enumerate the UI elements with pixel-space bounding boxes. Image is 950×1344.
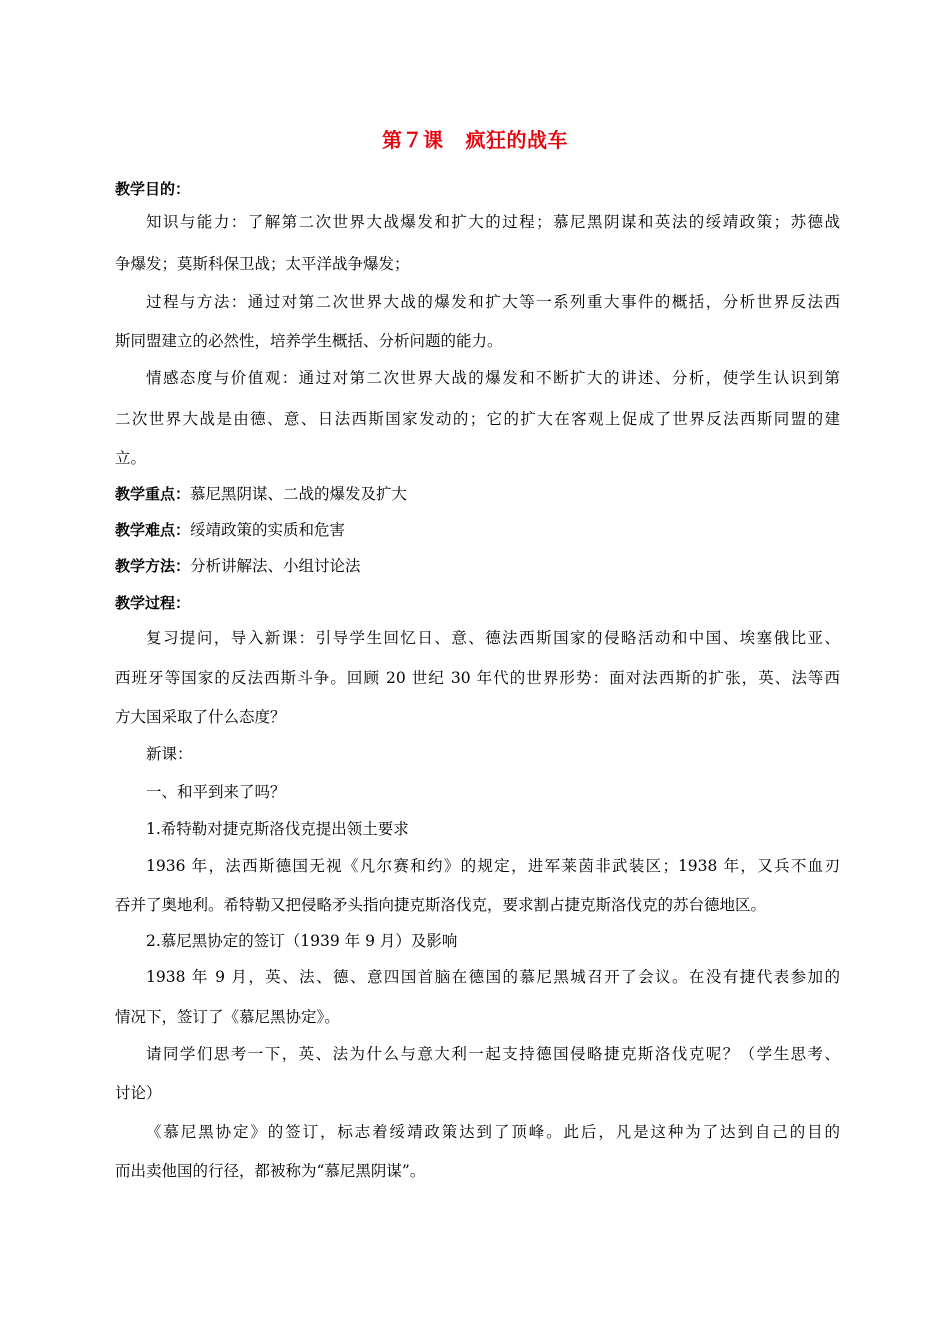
difficulty (115, 520, 840, 540)
new-lesson-label: 新课： (146, 745, 193, 763)
objective-emotion-line: 情感态度与价值观：通过对第二次世界大战的爆发和不断扩大的讲述、分析，使学生认识到第 (146, 369, 840, 387)
process-heading: 教学过程： (115, 594, 191, 612)
review-line: 方大国采取了什么态度？ (115, 708, 286, 726)
objective-process-line: 斯同盟建立的必然性，培养学生概括、分析问题的能力。 (115, 332, 503, 350)
method-text: 分析讲解法、小组讨论法 (190, 557, 361, 575)
subsection-heading: 1.希特勒对捷克斯洛伐克提出领土要求 (146, 820, 409, 838)
paragraph-line: 讨论） (115, 1084, 162, 1102)
paragraph-line: 《慕尼黑协定》的签订，标志着绥靖政策达到了顶峰。此后，凡是这种为了达到自己的目的 (146, 1123, 840, 1141)
review-line: 西班牙等国家的反法西斯斗争。回顾 20 世纪 30 年代的世界形势：面对法西斯的扩张，英、法等西 (115, 669, 840, 687)
objectives-heading: 教学目的： (115, 180, 191, 198)
objective-knowledge-line: 知识与能力：了解第二次世界大战爆发和扩大的过程；慕尼黑阴谋和英法的绥靖政策；苏德战 (146, 213, 840, 231)
paragraph-line: 吞并了奥地利。希特勒又把侵略矛头指向捷克斯洛伐克，要求割占捷克斯洛伐克的苏台德地区。 (115, 896, 767, 914)
key-point (115, 484, 840, 504)
paragraph-line: 1938 年 9 月，英、法、德、意四国首脑在德国的慕尼黑城召开了会议。在没有捷代表参加的 (146, 968, 840, 986)
difficulty-text: 绥靖政策的实质和危害 (190, 521, 346, 539)
paragraph-line: 请同学们思考一下，英、法为什么与意大利一起支持德国侵略捷克斯洛伐克呢？（学生思考、 (146, 1045, 840, 1063)
difficulty-label: 教学难点： (115, 521, 191, 539)
paragraph-line: 情况下，签订了《慕尼黑协定》。 (115, 1008, 340, 1026)
method-label: 教学方法： (115, 557, 191, 575)
lesson-name: 疯狂的战车 (465, 128, 568, 152)
method (115, 556, 840, 576)
lesson-title (0, 124, 950, 153)
review-line: 复习提问，导入新课：引导学生回忆日、意、德法西斯国家的侵略活动和中国、埃塞俄比亚、 (146, 629, 840, 647)
objective-knowledge-line: 争爆发；莫斯科保卫战；太平洋战争爆发； (115, 255, 410, 273)
objective-emotion-line: 二次世界大战是由德、意、日法西斯国家发动的；它的扩大在客观上促成了世界反法西斯同盟的建 (115, 410, 840, 428)
objective-process-line: 过程与方法：通过对第二次世界大战的爆发和扩大等一系列重大事件的概括，分析世界反法西 (146, 293, 840, 311)
key-point-text: 慕尼黑阴谋、二战的爆发及扩大 (190, 485, 408, 503)
subsection-heading: 2.慕尼黑协定的签订（1939 年 9 月）及影响 (146, 932, 458, 950)
paragraph-line: 1936 年，法西斯德国无视《凡尔赛和约》的规定，进军莱茵非武装区；1938 年，又兵不血刃 (146, 857, 840, 875)
key-point-label: 教学重点： (115, 485, 191, 503)
paragraph-line: 而出卖他国的行径，都被称为“慕尼黑阴谋”。 (115, 1162, 426, 1180)
section-heading: 一、和平到来了吗？ (146, 783, 286, 801)
lesson-number: 第７课 (382, 128, 444, 152)
objective-emotion-line: 立。 (115, 449, 147, 467)
